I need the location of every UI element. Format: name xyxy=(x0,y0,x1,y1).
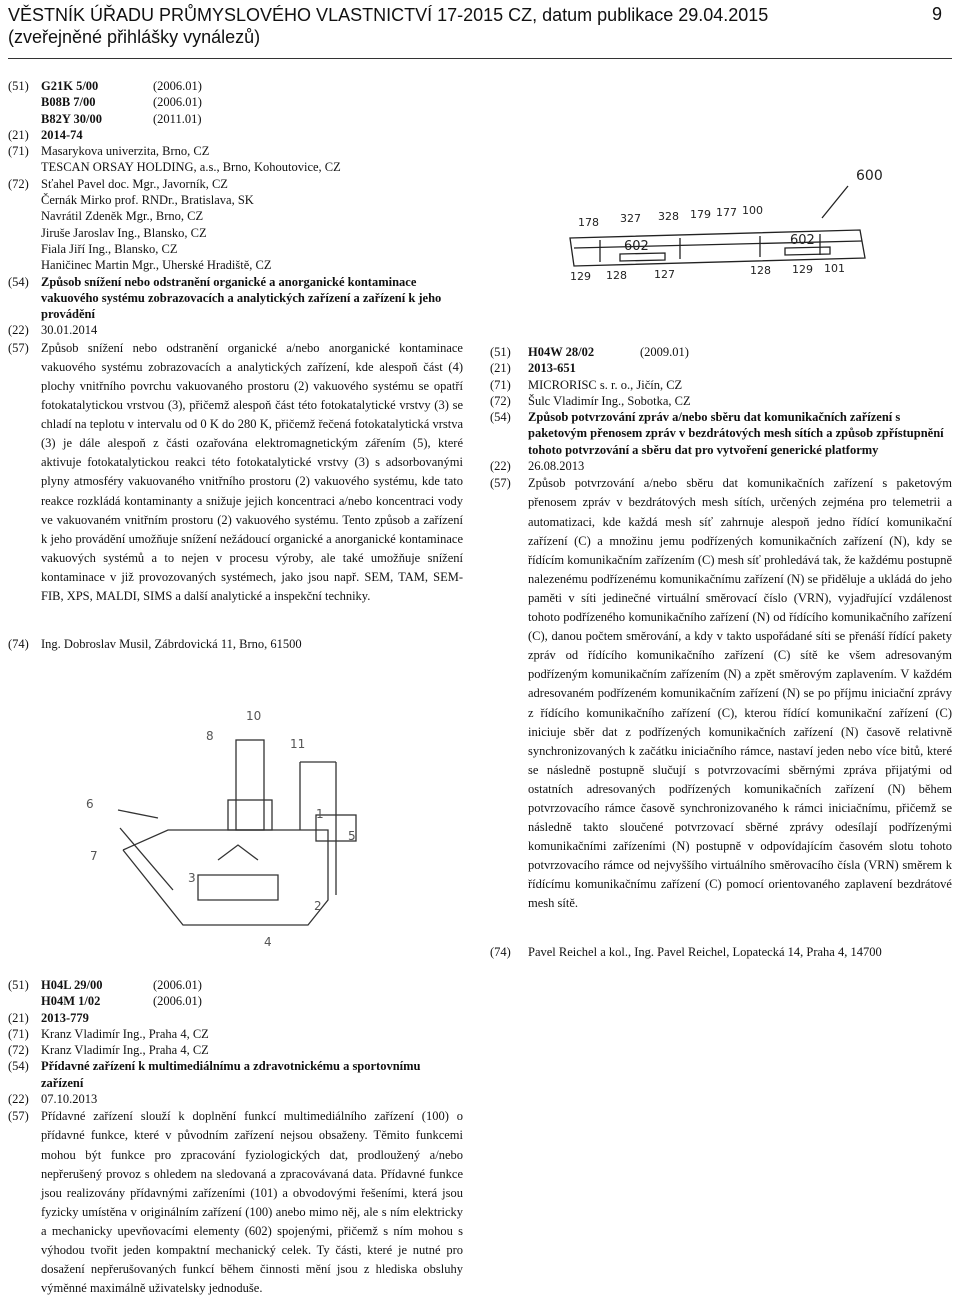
field-code-21: (21) xyxy=(8,127,29,142)
ipc-code: B08B 7/00 xyxy=(41,95,96,110)
field-code-71: (71) xyxy=(8,144,29,159)
field-code-57: (57) xyxy=(8,340,29,355)
filing-date: 07.10.2013 xyxy=(41,1092,98,1107)
journal-subtitle: (zveřejněné přihlášky vynálezů) xyxy=(8,27,261,47)
field-code-71: (71) xyxy=(490,377,511,392)
invention-title: Způsob potvrzování zpráv a/nebo sběru dat komunikačních zařízení s paketovým přenosem zpráv v bezdrátových mesh sítích a způsob zpřístupnění tohoto potvrzování a sběru dat pro vytvoření generické platformy xyxy=(528,410,944,457)
figure-label: 127 xyxy=(654,268,675,281)
inventor: Jiruše Jaroslav Ing., Blansko, CZ xyxy=(41,225,207,240)
figure-label: 8 xyxy=(206,729,214,743)
header-divider xyxy=(8,58,952,59)
figure-label: 6 xyxy=(86,797,94,811)
ipc-code: G21K 5/00 xyxy=(41,79,99,93)
inventor: Sťahel Pavel doc. Mgr., Javorník, CZ xyxy=(41,176,228,191)
ipc-code: H04M 1/02 xyxy=(41,994,101,1009)
invention-title: Způsob snížení nebo odstranění organické a anorganické kontaminace vakuového systému zobrazovacích a analytických zařízení a zařízení k jeho provádění xyxy=(41,274,442,322)
attorney: Ing. Dobroslav Musil, Zábrdovická 11, Brno, 61500 xyxy=(41,637,302,652)
figure-label: 600 xyxy=(856,168,883,184)
inventor: Kranz Vladimír Ing., Praha 4, CZ xyxy=(41,1043,209,1058)
field-code-57: (57) xyxy=(490,476,511,491)
ipc-date: (2006.01) xyxy=(153,994,202,1009)
abstract: Přídavné zařízení slouží k doplnění funkcí multimediálního zařízení (100) o přídavné funkce, které v původním zařízení nejsou obsaženy. Těmito funkcemi mohou být funkce pro zpracování fyziologických dat, prodloužený a/nebo nepřerušený provoz s ohledem na sledovaná a zpracovávaná data. Přídavné funkce jsou realizovány přídavnými zařízeními (101) a obvodovými řešeními, která jsou fyzicky umístěna v originálním zařízení (100) anebo mimo něj, ale s ním elektricky a mechanicky upevňovacími elementy (602) spojenými, přičemž s ním mohou s výhodou tvořit jeden kompaktní mechanický celek. Ty části, které je nutné pro dosažení nepřerušovaných funkcí během činnosti mění jsou z hlediska obsluhy výměnné maximálně uživatelsky jednoduše. xyxy=(41,1109,463,1296)
patent-entry-3 xyxy=(8,977,463,1298)
ipc-code: H04W 28/02 xyxy=(528,345,595,359)
figure-label: 5 xyxy=(348,829,356,843)
figure-label: 101 xyxy=(824,262,845,275)
applicant: Masarykova univerzita, Brno, CZ xyxy=(41,144,210,159)
applicant: MICRORISC s. r. o., Jičín, CZ xyxy=(528,377,683,392)
applicant: Kranz Vladimír Ing., Praha 4, CZ xyxy=(41,1026,209,1041)
figure-label: 2 xyxy=(314,899,322,913)
figure-label: 129 xyxy=(570,270,591,283)
figure-label: 10 xyxy=(246,709,262,723)
field-code-54: (54) xyxy=(8,274,29,289)
inventor: Haničinec Martin Mgr., Uherské Hradiště, CZ xyxy=(41,258,272,273)
field-code-51: (51) xyxy=(490,345,511,359)
figure-label: 129 xyxy=(792,263,813,276)
figure-label: 7 xyxy=(90,849,98,863)
field-code-74: (74) xyxy=(8,637,29,652)
ipc-date: (2009.01) xyxy=(640,345,689,359)
field-code-51: (51) xyxy=(8,79,29,93)
figure-label: 4 xyxy=(264,935,272,949)
inventor: Šulc Vladimír Ing., Sobotka, CZ xyxy=(528,393,691,408)
inventor: Černák Mirko prof. RNDr., Bratislava, SK xyxy=(41,193,254,208)
figure-label: 328 xyxy=(658,210,679,223)
ipc-row xyxy=(8,78,463,127)
field-code-21: (21) xyxy=(490,361,511,376)
page-header xyxy=(8,4,952,48)
figure-label: 100 xyxy=(742,204,763,217)
field-code-72: (72) xyxy=(490,393,511,408)
field-code-54: (54) xyxy=(490,410,511,425)
field-code-51: (51) xyxy=(8,978,29,992)
ipc-date: (2006.01) xyxy=(153,978,202,992)
figure-label: 178 xyxy=(578,216,599,229)
ipc-date: (2011.01) xyxy=(153,111,202,126)
figure-label: 327 xyxy=(620,212,641,225)
field-code-54: (54) xyxy=(8,1059,29,1074)
patent-entry-1 xyxy=(8,78,463,652)
patent-entry-2 xyxy=(490,344,952,960)
application-number: 2013-651 xyxy=(528,361,576,376)
field-code-22: (22) xyxy=(490,459,511,474)
field-code-72: (72) xyxy=(8,176,29,191)
field-code-22: (22) xyxy=(8,1092,29,1107)
attorney: Pavel Reichel a kol., Ing. Pavel Reichel, Lopatecká 14, Praha 4, 14700 xyxy=(528,944,882,959)
abstract: Způsob potvrzování a/nebo sběru dat komunikačních zařízení s paketovým přenosem zpráv v bezdrátových mesh sítích, určených zejména pro telemetrii a automatizaci, kde každá mesh síť zahrnuje alespoň jedno řídící komunikační zařízení (C) a množinu jemu podřízených komunikačních zařízení (N), kdy se řídícím komunikačním zařízením (C) mesh síť prohledává tak, že každému postupně nalezenému podřízenému komunikačnímu zařízení (N) se přiděluje a ukládá do jeho paměti v síti jedinečné virtuální směrovací číslo (VRN), vyjadřující vzdálenost tohoto podřízeného komunikačního zařízení (N) od řídícího komunikačního zařízení (C), danou počtem směrování, a kdy v takto uspořádané síti se přenáší řídící pakety zpráv od řídícího komunikačního zařízení (C) sítě ke všem adresovaným podřízeným komunikačním zařízením (N) a zpět směrovým zaplavením. V každém adresovaném podřízeném komunikačním zařízení (N) se po příjmu iniciační zprávy z řídícího komunikačního zařízení (C), kterou řídící komunikační zařízení (C) iniciuje sběr dat z podřízených komunikačních zařízení (N) časově relativně synchronizovaných k začátku iniciačního rámce, nastaví jeden nebo více bitů, které se následně postupně slučují s potvrzovacími sběrnými zpráva přijatými od ostatních adresovaných podřízených komunikačních zařízení (N) během potvrzovacího rámce časově synchronizovaného k rámci iniciačnímu, přičemž se následně takto sloučené potvrzovací sběrné zprávy odesílají podřízenými komunikačními zařízeními (N) postupně v odpovídajícím časovém slotu tohoto potvrzovacího rámce od nejvyššího virtuálního směrovacího čísla (VRN) směrem k řídícímu komunikačnímu zařízení (C) pomocí orientovaného zaplavení bezdrátové mesh sítě. xyxy=(528,476,952,911)
figure-label: 3 xyxy=(188,871,196,885)
figure-label: 602 xyxy=(790,233,815,248)
field-code-57: (57) xyxy=(8,1109,29,1124)
figure-label: 602 xyxy=(624,239,649,254)
device-figure xyxy=(560,158,890,288)
figure-label: 177 xyxy=(716,206,737,219)
abstract: Způsob snížení nebo odstranění organické a/nebo anorganické kontaminace vakuového systému zobrazovacích a analytických zařízení, kde alespoň část (4) plochy vnitřního povrchu vakuovaného prostoru (2) vakuového systému se opatří fotokatalytickou vrstvou (3), přičemž alespoň část této fotokatalytické vrstvy (3) se chladí na teplotu v intervalu od 0 K do 280 K, přičemž řečená fotokatalytická vrstva (3) je dále alespoň z části ozařována elektromagnetickým zářením (5), které aktivuje fotokatalytickou reakci této fotokatalytické vrstvy (3) s adsorbovanými plyny atmosféry vakuovaného vnitřního prostoru (2) vakuového systému, kde tato reakce rozkládá kontaminanty a snižuje jejich koncentraci a/nebo koncentraci vody ve vakuovaném vnitřním prostoru (2) vakuového systému. Tento způsob a zařízení k jeho provádění umožňuje snížení nežádoucí organické a anorganické kontaminace vakuových systémů a to nejen v procesu výroby, ale také umožňuje snížení kontaminace v již provozovaných systémech, jako jsou např. SEM, TAM, SEM-FIB, XPS, MALDI, SIMS a další analytické a inspekční techniky. xyxy=(41,340,463,603)
apparatus-figure xyxy=(78,700,388,970)
page-number: 9 xyxy=(931,4,942,24)
application-number: 2013-779 xyxy=(41,1010,89,1025)
figure-label: 128 xyxy=(606,269,627,282)
ipc-code: H04L 29/00 xyxy=(41,978,103,992)
application-number: 2014-74 xyxy=(41,127,83,142)
journal-title: VĚSTNÍK ÚŘADU PRŮMYSLOVÉHO VLASTNICTVÍ 17-2015 CZ, datum publikace 29.04.2015 xyxy=(8,5,769,25)
field-code-22: (22) xyxy=(8,323,29,338)
field-code-71: (71) xyxy=(8,1026,29,1041)
filing-date: 30.01.2014 xyxy=(41,323,98,338)
ipc-date: (2006.01) xyxy=(153,79,202,93)
field-code-72: (72) xyxy=(8,1043,29,1058)
field-code-74: (74) xyxy=(490,944,511,959)
figure-label: 179 xyxy=(690,208,711,221)
ipc-date: (2006.01) xyxy=(153,95,202,110)
ipc-code: B82Y 30/00 xyxy=(41,111,102,126)
filing-date: 26.08.2013 xyxy=(528,459,585,474)
figure-label: 128 xyxy=(750,264,771,277)
inventor: Navrátil Zdeněk Mgr., Brno, CZ xyxy=(41,209,204,224)
figure-label: 11 xyxy=(290,737,306,751)
field-code-21: (21) xyxy=(8,1010,29,1025)
inventor: Fiala Jiří Ing., Blansko, CZ xyxy=(41,241,178,256)
figure-label: 1 xyxy=(316,807,324,821)
invention-title: Přídavné zařízení k multimediálnímu a zdravotnickému a sportovnímu zařízení xyxy=(41,1059,421,1090)
applicant: TESCAN ORSAY HOLDING, a.s., Brno, Kohoutovice, CZ xyxy=(41,160,341,175)
